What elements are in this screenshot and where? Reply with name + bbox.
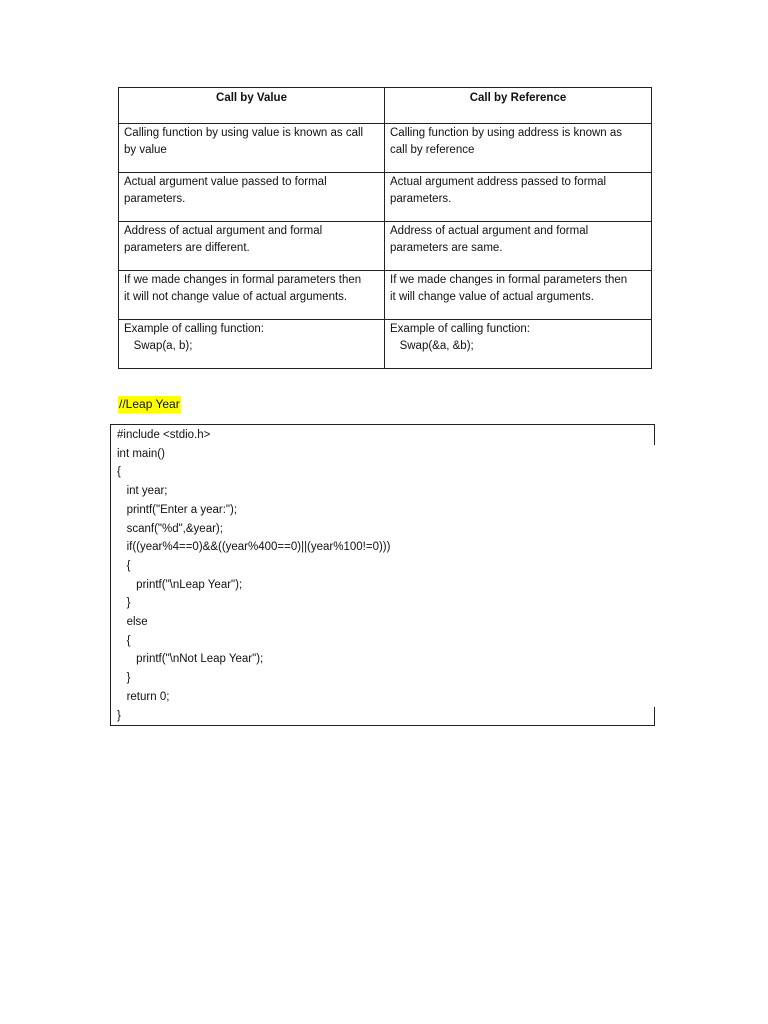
cell-text: parameters. — [124, 193, 186, 205]
value-cell — [119, 222, 385, 271]
reference-cell — [385, 320, 652, 369]
table-row — [119, 222, 652, 271]
cell-text: Calling function by using address is known as — [390, 127, 623, 139]
cell-text: Address of actual argument and formal — [124, 225, 323, 237]
table-header-row — [119, 88, 652, 124]
table-row — [119, 124, 652, 173]
cell-text: Address of actual argument and formal — [390, 225, 589, 237]
reference-cell — [385, 124, 652, 173]
reference-cell — [385, 271, 652, 320]
code-line: else — [117, 616, 148, 629]
code-line: int main() — [117, 447, 165, 460]
header-call-by-reference: Call by Reference — [385, 88, 652, 124]
cell-text: parameters are different. — [124, 242, 250, 254]
value-cell — [119, 124, 385, 173]
code-line: printf("\nLeap Year"); — [117, 578, 243, 591]
code-line: { — [117, 466, 121, 479]
cell-text: parameters. — [390, 193, 452, 205]
header-call-by-value: Call by Value — [119, 88, 385, 124]
code-line: return 0; — [117, 690, 170, 703]
cell-text: Example of calling function: — [390, 323, 530, 335]
code-line: #include <stdio.h> — [117, 429, 211, 441]
leap-year-heading: //Leap Year — [119, 397, 180, 411]
code-line: int year; — [117, 485, 168, 498]
cell-text: Calling function by using value is known as call — [124, 127, 364, 139]
table-row — [119, 173, 652, 222]
comparison-table — [118, 87, 652, 369]
code-line: if((year%4==0)&&((year%400==0)||(year%100!=0))) — [117, 541, 391, 554]
cell-text: call by reference — [390, 144, 475, 156]
border-gap — [654, 445, 655, 707]
code-line: scanf("%d",&year); — [117, 522, 223, 535]
value-cell — [119, 173, 385, 222]
cell-text: it will not change value of actual arguments. — [124, 291, 348, 303]
cell-text: Actual argument address passed to formal — [390, 176, 607, 188]
cell-text: If we made changes in formal parameters then — [390, 274, 628, 286]
reference-cell — [385, 222, 652, 271]
code-line: { — [117, 634, 131, 647]
value-cell — [119, 271, 385, 320]
reference-cell — [385, 173, 652, 222]
cell-text: Actual argument value passed to formal — [124, 176, 327, 188]
value-cell — [119, 320, 385, 369]
cell-text: Swap(&a, &b); — [390, 340, 474, 352]
cell-text: If we made changes in formal parameters then — [124, 274, 362, 286]
code-line: printf("Enter a year:"); — [117, 503, 238, 516]
code-line: } — [117, 597, 131, 610]
code-line: } — [117, 709, 121, 722]
cell-text: by value — [124, 144, 167, 156]
code-line: } — [117, 672, 131, 685]
cell-text: Example of calling function: — [124, 323, 264, 335]
code-block — [110, 424, 655, 726]
cell-text: it will change value of actual arguments. — [390, 291, 594, 303]
table-row — [119, 271, 652, 320]
cell-text: parameters are same. — [390, 242, 503, 254]
code-line: { — [117, 559, 131, 572]
table-row — [119, 320, 652, 369]
code-line: printf("\nNot Leap Year"); — [117, 653, 264, 666]
cell-text: Swap(a, b); — [124, 340, 193, 352]
